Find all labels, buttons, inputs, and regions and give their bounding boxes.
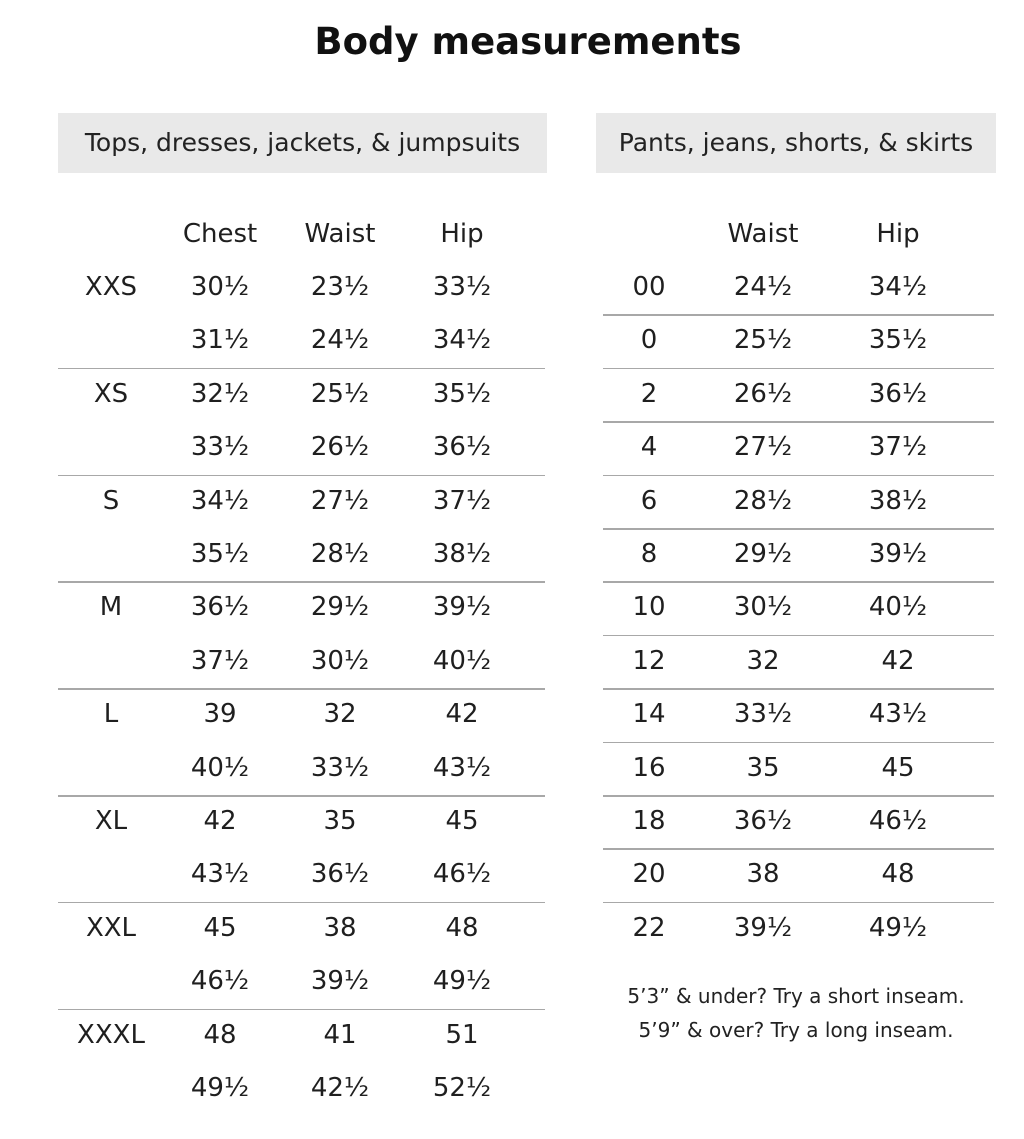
measurement-cell: 37½ [190,645,250,676]
measurement-cell: 25½ [310,378,370,409]
measurement-cell: 36½ [432,432,492,463]
row-divider [58,581,545,583]
measurement-cell: 31½ [190,325,250,356]
size-label: 10 [632,592,666,623]
row-divider [603,421,994,423]
measurement-cell: 42½ [310,1073,370,1103]
row-divider [603,475,994,477]
measurement-cell: 28½ [733,485,793,516]
row-divider [58,688,545,690]
measurement-cell: 35 [323,806,357,836]
measurement-cell: 34½ [190,485,250,516]
measurement-cell: 34½ [868,272,928,302]
measurement-cell: 33½ [733,699,793,730]
measurement-cell: 36½ [310,859,370,890]
row-divider [603,795,994,797]
measurement-cell: 46½ [190,966,250,997]
measurement-cell: 45 [881,752,915,783]
size-label: XXS [84,272,138,302]
measurement-cell: 42 [203,806,237,836]
measurement-cell: 49½ [190,1073,250,1103]
measurement-cell: 38 [323,912,357,943]
measurement-cell: 48 [445,912,479,943]
measurement-cell: 24½ [733,272,793,302]
size-label: M [99,592,123,623]
measurement-cell: 40½ [190,752,250,783]
measurement-cell: 42 [881,645,915,676]
measurement-cell: 36½ [868,378,928,409]
measurement-cell: 37½ [868,432,928,463]
measurement-cell: 43½ [190,859,250,890]
measurement-cell: 39½ [868,539,928,569]
column-header-waist: Waist [304,219,376,249]
measurement-cell: 46½ [868,806,928,836]
size-label: 4 [640,432,658,463]
measurement-cell: 49½ [868,912,928,943]
measurement-cell: 35½ [868,325,928,356]
row-divider [603,902,994,904]
measurement-cell: 27½ [310,485,370,516]
row-divider [603,848,994,850]
measurement-cell: 45 [203,912,237,943]
measurement-cell: 48 [881,859,915,890]
measurement-cell: 30½ [190,272,250,302]
pants-section-header: Pants, jeans, shorts, & skirts [596,113,996,173]
row-divider [603,581,994,583]
measurement-cell: 32 [746,645,780,676]
measurement-cell: 45 [445,806,479,836]
measurement-cell: 38 [746,859,780,890]
row-divider [58,1009,545,1011]
size-label: 16 [632,752,666,783]
measurement-cell: 30½ [733,592,793,623]
row-divider [58,902,545,904]
column-header-chest: Chest [182,219,258,249]
measurement-cell: 23½ [310,272,370,302]
measurement-cell: 38½ [868,485,928,516]
measurement-cell: 43½ [432,752,492,783]
measurement-cell: 29½ [310,592,370,623]
measurement-cell: 36½ [733,806,793,836]
size-label: XXXL [77,1019,145,1050]
measurement-cell: 27½ [733,432,793,463]
column-header-hip: Hip [876,219,920,249]
size-label: L [103,699,119,730]
measurement-cell: 24½ [310,325,370,356]
measurement-cell: 35 [746,752,780,783]
size-label: S [102,485,120,516]
size-label: 8 [640,539,658,569]
size-label: 6 [640,485,658,516]
measurement-cell: 26½ [733,378,793,409]
measurement-cell: 39½ [432,592,492,623]
row-divider [603,528,994,530]
measurement-cell: 36½ [190,592,250,623]
row-divider [58,795,545,797]
measurement-cell: 33½ [190,432,250,463]
measurement-cell: 38½ [432,539,492,569]
row-divider [58,368,545,370]
measurement-cell: 33½ [310,752,370,783]
size-label: XS [93,378,129,409]
measurement-cell: 46½ [432,859,492,890]
size-label: 22 [632,912,666,943]
size-label: 18 [632,806,666,836]
measurement-cell: 41 [323,1019,357,1050]
measurement-cell: 33½ [432,272,492,302]
size-label: XL [94,806,128,836]
size-label: 2 [640,378,658,409]
measurement-cell: 35½ [432,378,492,409]
size-label: 00 [632,272,666,302]
row-divider [603,368,994,370]
row-divider [603,314,994,316]
measurement-cell: 40½ [868,592,928,623]
column-header-hip: Hip [440,219,484,249]
measurement-cell: 30½ [310,645,370,676]
size-label: 0 [640,325,658,356]
measurement-cell: 39½ [310,966,370,997]
measurement-cell: 39½ [733,912,793,943]
measurement-cell: 48 [203,1019,237,1050]
measurement-cell: 37½ [432,485,492,516]
size-label: 20 [632,859,666,890]
measurement-cell: 26½ [310,432,370,463]
short-inseam-note: 5’3” & under? Try a short inseam. [627,984,965,1008]
row-divider [603,688,994,690]
measurement-cell: 34½ [432,325,492,356]
size-label: XXL [85,912,137,943]
measurement-cell: 35½ [190,539,250,569]
measurement-cell: 28½ [310,539,370,569]
tops-section-header: Tops, dresses, jackets, & jumpsuits [58,113,547,173]
row-divider [603,742,994,744]
measurement-cell: 32 [323,699,357,730]
measurement-cell: 51 [445,1019,479,1050]
column-header-waist: Waist [727,219,799,249]
measurement-cell: 39 [203,699,237,730]
page-title: Body measurements [314,20,742,63]
measurement-cell: 52½ [432,1073,492,1103]
measurement-cell: 25½ [733,325,793,356]
long-inseam-note: 5’9” & over? Try a long inseam. [638,1018,954,1042]
row-divider [58,475,545,477]
measurement-cell: 32½ [190,378,250,409]
row-divider [603,635,994,637]
measurement-cell: 42 [445,699,479,730]
measurement-cell: 43½ [868,699,928,730]
size-label: 12 [632,645,666,676]
measurement-cell: 49½ [432,966,492,997]
size-label: 14 [632,699,666,730]
measurement-cell: 29½ [733,539,793,569]
measurement-cell: 40½ [432,645,492,676]
